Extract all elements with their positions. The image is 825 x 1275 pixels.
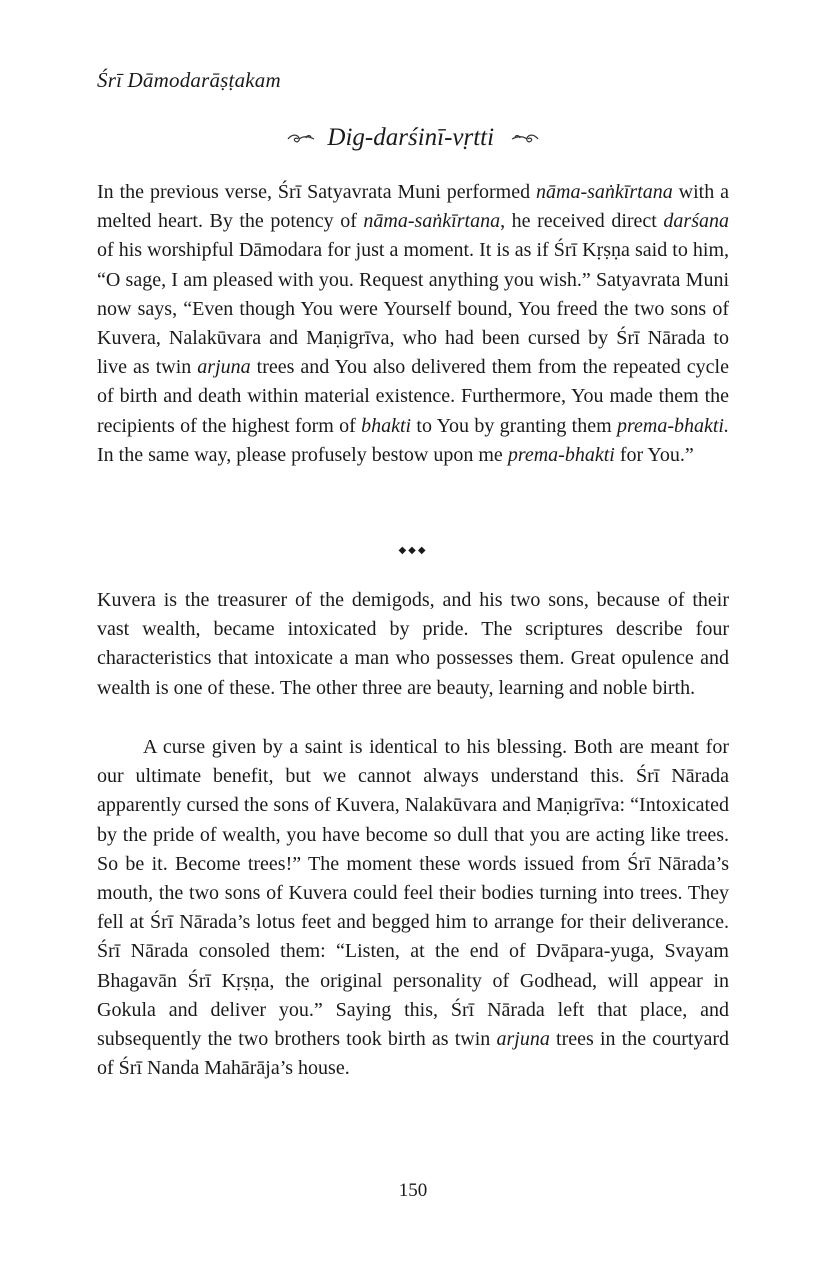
italic-term: prema-bhakti. [616,414,729,437]
text-run: Kuvera is the treasurer of the demigods, and his two sons, because of their vast wealth, became intoxicated by pride. The scriptures describe four characteristics that intoxicate a man who possesses them. Great opulence and wealth is one of these. The other three are beauty, learning and noble birth. [97,589,729,699]
italic-term: nāma-saṅkīrtana [536,181,673,203]
section-title: Dig-darśinī-vṛtti [327,124,495,151]
commentary-paragraph-2 [97,586,729,703]
italic-term: nāma-saṅkīrtana [363,210,501,233]
text-run: In the same way, please profusely bestow upon me [97,443,508,466]
ornament-right-icon [510,131,540,147]
text-run: A curse given by a saint is identical to his blessing. Both are meant for our ultimate benefit, but we cannot always understand this. Śrī Nārada apparently cursed the sons of Kuvera, Nalakūvara and Maṇigrīva: “Intoxicated by the pride of wealth, you have become so dull that you are acting like trees. So be it. Become trees!” The moment these words issued from Śrī Nārada’s mouth, the two sons of Kuvera could feel their bodies turning into trees. They fell at Śrī Nārada’s lotus feet and begged him to arrange for their deliverance. Śrī Nārada consoled them: “Listen, at the end of Dvāpara-yuga, Svayam Bhagavān Śrī Kṛṣṇa, the original personality of Godhead, will appear in Gokula and deliver you.” Saying this, Śrī Nārada left that place, and subsequently the two brothers took birth as twin [97,736,729,1051]
text-run: with a melted heart. By the potency of [97,181,730,233]
italic-term: arjuna [496,1028,550,1051]
commentary-paragraph-1 [97,178,729,470]
italic-term: darśana [663,210,729,233]
section-divider: ◆◆◆ [398,545,428,556]
book-page [97,0,729,1275]
paragraph-1 [97,178,729,470]
text-run: In the previous verse, Śrī Satyavrata Muni performed [97,181,537,203]
italic-term: bhakti [361,414,412,437]
commentary-paragraph-3 [97,733,729,1083]
text-run: of his worshipful Dāmodara for just a moment. It is as if Śrī Kṛṣṇa said to him, “O sage, I am pleased with you. Request anything you wish.” Satyavrata Muni now says, “Even though You were Yourself bound, You freed the two sons of Kuvera, Nalakūvara and Maṇigrīva, who had been cursed by Śrī Nārada to live as twin [97,239,729,379]
ornament-left-icon [286,131,318,147]
paragraph-2 [97,586,729,703]
text-run: for You.” [614,443,694,466]
text-run: trees in the courtyard of Śrī Nanda Mahārāja’s house. [97,1028,730,1080]
text-run: to You by granting them [411,414,617,437]
section-heading [97,124,729,152]
paragraph-3 [97,733,729,1083]
page-number: 150 [398,1180,428,1201]
text-run: trees and You also delivered them from the repeated cycle of birth and death within material existence. Furthermore, You made them the recipients of the highest form of [97,356,729,437]
running-head: Śrī Dāmodarāṣṭakam [97,68,281,92]
italic-term: arjuna [197,356,251,379]
text-run: , he received direct [500,210,664,233]
italic-term: prema-bhakti [507,443,615,466]
